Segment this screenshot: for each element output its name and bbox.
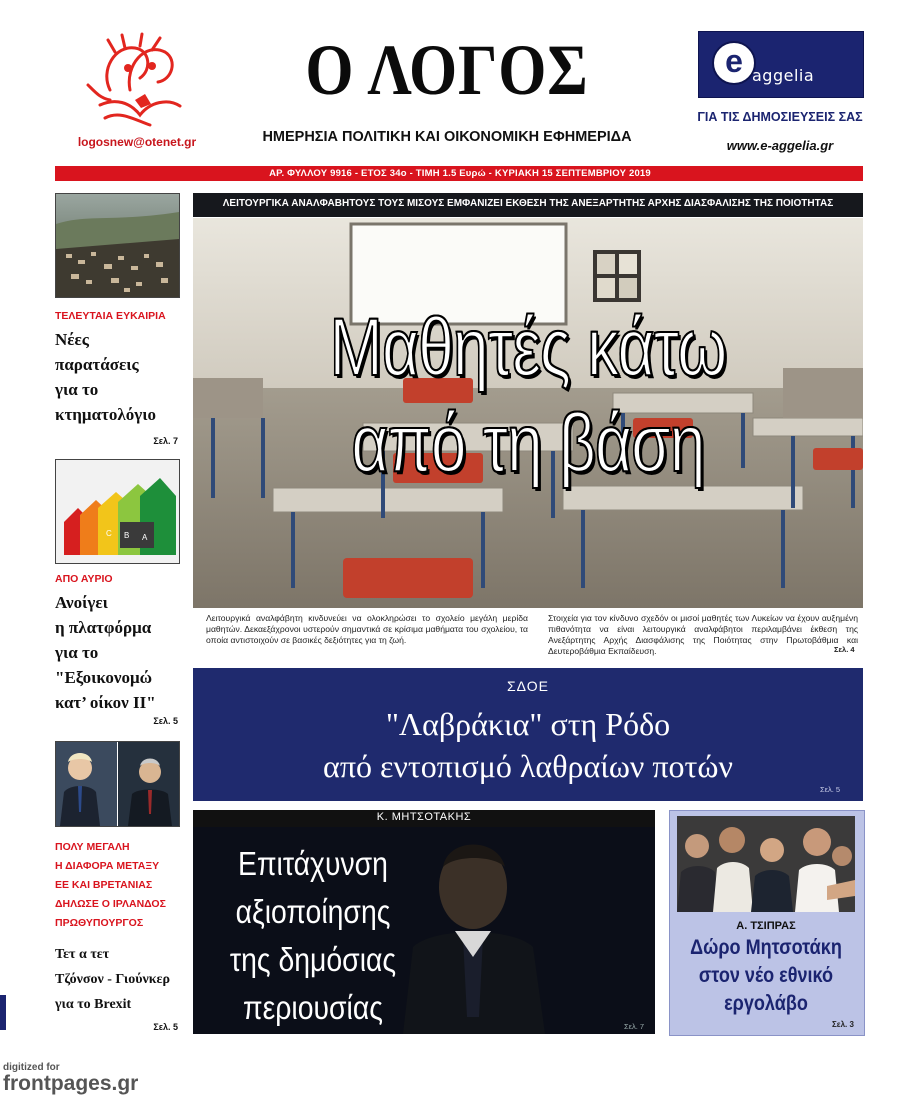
sdoe-kicker: ΣΔΟΕ	[507, 678, 549, 694]
main-caption-right: Στοιχεία για τον κίνδυνο σχεδόν οι μισοί μαθητές των Λυκείων να έχουν αυξημένη πιθανότητα να είναι λειτουργικά αναλφάβητοι περιλαμβάνει έκθεση της Ανεξάρτητης Αρχής Διασφάλισης της Ποιότητας στην Πρωτοβάθμια και Δευτεροβάθμια Εκπαίδευση.	[548, 613, 858, 656]
issue-line: ΑΡ. ΦΥΛΛΟΥ 9916 - ΕΤΟΣ 34ο - ΤΙΜΗ 1.5 Ευρώ - ΚΥΡΙΑΚΗ 15 ΣΕΠΤΕΜΒΡΙΟΥ 2019	[269, 168, 651, 179]
footer-site: frontpages.gr	[3, 1072, 139, 1095]
eaggelia-wordmark: aggelia	[752, 66, 815, 85]
left-kicker-2: ΑΠΟ ΑΥΡΙΟ	[55, 573, 113, 585]
energy-letter-c: C	[106, 529, 112, 538]
energy-letter-b: B	[124, 531, 130, 540]
left-headline-2: Ανοίγει η πλατφόρμα για το "Εξοικονομώ κατ’ οίκον ΙΙ"	[55, 593, 156, 712]
energy-letter-a: A	[142, 533, 148, 542]
tsipras-headline: Δώρο Μητσοτάκη στον νέο εθνικό εργολάβο	[690, 936, 842, 1015]
left-page-1: Σελ. 7	[153, 436, 178, 446]
main-caption-left: Λειτουργικά αναλφάβητη κινδυνεύει να ολοκληρώσει το σχολείο μεγάλη μερίδα μαθητών. Δεκαεξάχρονοι υστερούν σημαντικά σε κρίσιμα μαθήματα του σχολείου, τα οποία αντιστοιχούν σε βασικές δεξιότητες για τη ζωή.	[206, 613, 528, 645]
mitsotakis-page: Σελ. 7	[624, 1022, 645, 1031]
tsipras-crowd-photo	[677, 816, 855, 912]
contact-email: logosnew@otenet.gr	[77, 135, 197, 149]
left-headline-3: Τετ α τετ Τζόνσον - Γιούνκερ για το Brexit	[55, 947, 170, 1012]
left-page-3: Σελ. 5	[153, 1022, 178, 1032]
main-headline: Μαθητές κάτω από τη βάση	[329, 302, 727, 489]
sdoe-headline-2: από εντοπισμό λαθραίων ποτών	[323, 748, 733, 784]
town-aerial-photo	[55, 193, 180, 298]
tsipras-kicker: Α. ΤΣΙΠΡΑΣ	[736, 920, 796, 932]
eaggelia-tagline: ΓΙΑ ΤΙΣ ΔΗΜΟΣΙΕΥΣΕΙΣ ΣΑΣ	[697, 110, 863, 124]
mitsotakis-kicker: Κ. ΜΗΤΣΟΤΑΚΗΣ	[376, 811, 472, 823]
sdoe-headline-1: "Λαβράκια" στη Ρόδο	[385, 706, 671, 742]
left-headline-1: Νέες παρατάσεις για το κτηματολόγιο	[55, 330, 156, 424]
energy-houses-graphic	[55, 459, 180, 564]
left-kicker-1: ΤΕΛΕΥΤΑΙΑ ΕΥΚΑΙΡΙΑ	[55, 310, 166, 322]
page-edge-mark	[0, 995, 6, 1030]
footer-digitized: digitized for	[3, 1062, 60, 1073]
eaggelia-e-icon: e	[712, 41, 756, 85]
masthead-title: Ο ΛΟΓΟΣ	[305, 30, 589, 110]
left-page-2: Σελ. 5	[153, 716, 178, 726]
mitsotakis-headline: Επιτάχυνση αξιοποίησης της δημόσιας περιουσίας	[229, 845, 397, 1026]
main-kicker: ΛΕΙΤΟΥΡΓΙΚΑ ΑΝΑΛΦΑΒΗΤΟΥΣ ΤΟΥΣ ΜΙΣΟΥΣ ΕΜΦΑΝΙΖΕΙ ΕΚΘΕΣΗ ΤΗΣ ΑΝΕΞΑΡΤΗΤΗΣ ΑΡΧΗΣ ΔΙΑΣΦΑΛΙΣΗΣ ΤΗΣ ΠΟΙΟΤΗΤΑΣ	[222, 198, 834, 209]
left-kicker-3: ΠΟΛΥ ΜΕΓΑΛΗ Η ΔΙΑΦΟΡΑ ΜΕΤΑΞΥ ΕΕ ΚΑΙ ΒΡΕΤΑΝΙΑΣ ΔΗΛΩΣΕ Ο ΙΡΛΑΝΔΟΣ ΠΡΩΘΥΠΟΥΡΓΟΣ	[55, 841, 166, 929]
logo-illustration	[80, 30, 190, 130]
masthead-subtitle: ΗΜΕΡΗΣΙΑ ΠΟΛΙΤΙΚΗ ΚΑΙ ΟΙΚΟΝΟΜΙΚΗ ΕΦΗΜΕΡΙΔΑ	[262, 129, 632, 145]
johnson-juncker-photo	[55, 741, 180, 827]
tsipras-page: Σελ. 3	[832, 1020, 854, 1029]
eaggelia-url: www.e-aggelia.gr	[726, 138, 834, 153]
sdoe-page: Σελ. 5	[820, 785, 841, 794]
main-page: Σελ. 4	[834, 645, 855, 654]
